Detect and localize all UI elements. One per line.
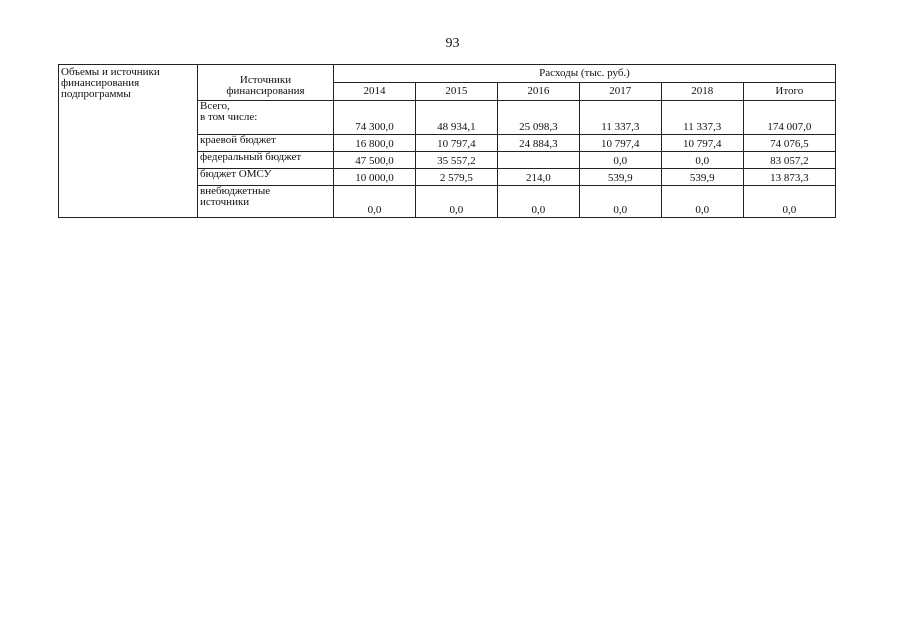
value-cell: 0,0	[661, 152, 743, 169]
year-header-cell: 2018	[661, 83, 743, 101]
value-cell: 2 579,5	[415, 169, 497, 186]
source-cell: федеральный бюджет	[198, 152, 334, 169]
value-cell: 10 797,4	[579, 135, 661, 152]
table-title-cell: Объемы и источники финансирования подпрограммы	[59, 65, 198, 218]
value-cell: 47 500,0	[334, 152, 416, 169]
source-cell: бюджет ОМСУ	[198, 169, 334, 186]
value-cell: 0,0	[579, 186, 661, 218]
value-cell: 83 057,2	[743, 152, 835, 169]
page-number: 93	[445, 36, 460, 51]
source-cell: краевой бюджет	[198, 135, 334, 152]
value-cell: 0,0	[497, 186, 579, 218]
value-cell: 10 797,4	[415, 135, 497, 152]
source-header-cell: Источники финансирования	[198, 65, 334, 101]
year-header-cell: 2014	[334, 83, 416, 101]
value-cell: 0,0	[415, 186, 497, 218]
value-cell: 0,0	[334, 186, 416, 218]
value-cell: 13 873,3	[743, 169, 835, 186]
value-cell: 0,0	[743, 186, 835, 218]
financing-table	[58, 64, 836, 218]
value-cell: 11 337,3	[661, 101, 743, 135]
value-cell: 539,9	[661, 169, 743, 186]
value-cell	[497, 152, 579, 169]
value-cell: 24 884,3	[497, 135, 579, 152]
value-cell: 10 000,0	[334, 169, 416, 186]
value-cell: 48 934,1	[415, 101, 497, 135]
value-cell: 10 797,4	[661, 135, 743, 152]
year-header-cell: 2016	[497, 83, 579, 101]
expense-header-cell: Расходы (тыс. руб.)	[334, 65, 836, 83]
year-header-cell: 2015	[415, 83, 497, 101]
year-header-cell: 2017	[579, 83, 661, 101]
value-cell: 74 076,5	[743, 135, 835, 152]
table-header-row	[59, 65, 836, 83]
value-cell: 0,0	[661, 186, 743, 218]
source-cell: внебюджетные источники	[198, 186, 334, 218]
value-cell: 35 557,2	[415, 152, 497, 169]
source-cell: Всего, в том числе:	[198, 101, 334, 135]
value-cell: 16 800,0	[334, 135, 416, 152]
value-cell: 539,9	[579, 169, 661, 186]
year-header-cell: Итого	[743, 83, 835, 101]
value-cell: 214,0	[497, 169, 579, 186]
value-cell: 174 007,0	[743, 101, 835, 135]
value-cell: 11 337,3	[579, 101, 661, 135]
value-cell: 25 098,3	[497, 101, 579, 135]
value-cell: 74 300,0	[334, 101, 416, 135]
value-cell: 0,0	[579, 152, 661, 169]
